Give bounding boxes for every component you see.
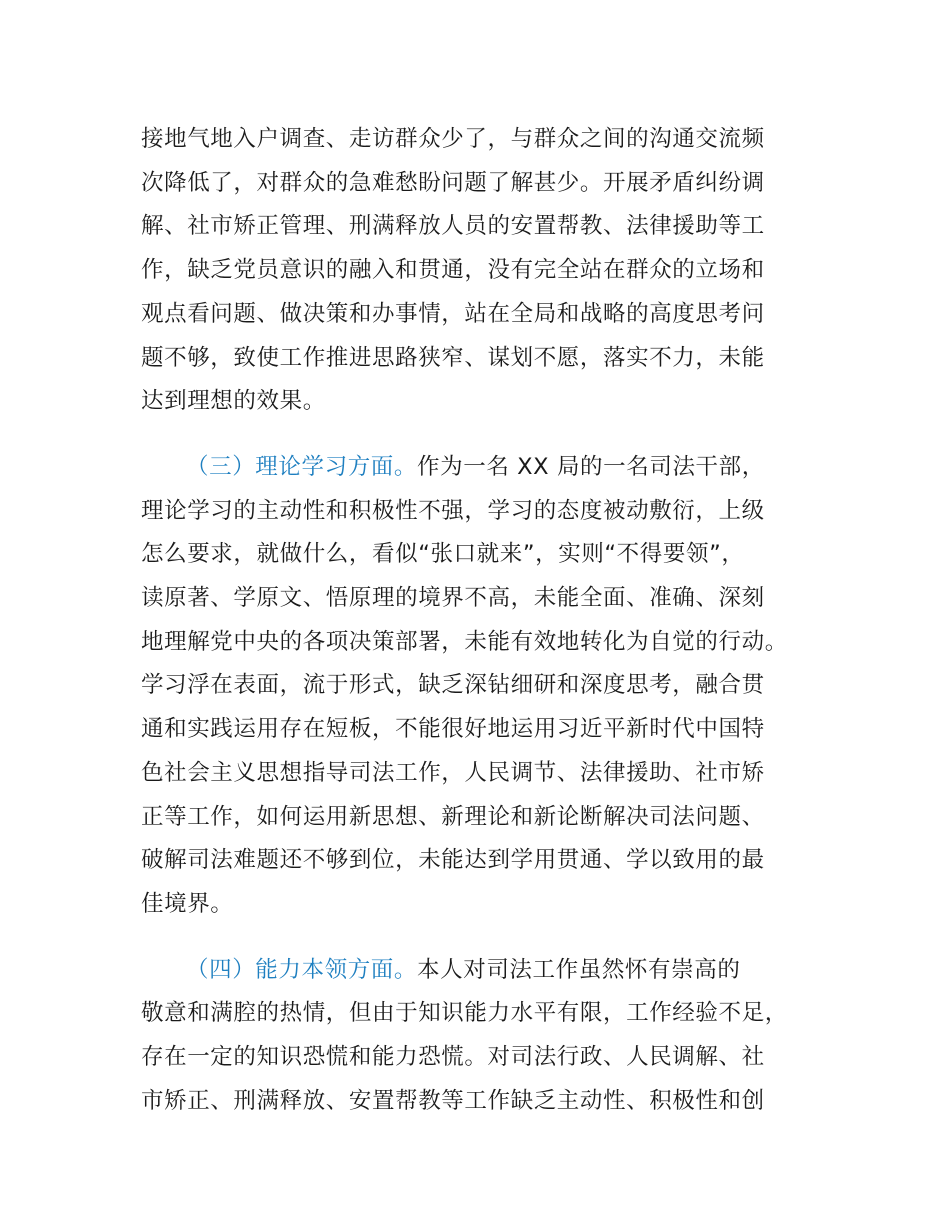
text-line: 通和实践运用存在短板，不能很好地运用习近平新时代中国特 xyxy=(141,716,765,743)
text-run: 作为一名 XX 局的一名司法干部， xyxy=(417,453,765,480)
text-line: 色社会主义思想指导司法工作，人民调节、法律援助、社市矫 xyxy=(141,759,765,786)
text-line-first xyxy=(141,446,821,490)
text-line: 存在一定的知识恐慌和能力恐慌。对司法行政、人民调解、社 xyxy=(141,1044,765,1071)
paragraph-theory-study xyxy=(141,446,821,927)
section-heading-theory-study: （三）理论学习方面。 xyxy=(186,453,418,480)
text-line: 作，缺乏党员意识的融入和贯通，没有完全站在群众的立场和 xyxy=(141,257,765,284)
text-line: 佳境界。 xyxy=(141,890,234,917)
text-line: 正等工作，如何运用新思想、新理论和新论断解决司法问题、 xyxy=(141,803,765,830)
text-line-first xyxy=(141,949,821,993)
paragraph-ability xyxy=(141,949,821,1124)
text-line: 怎么要求，就做什么，看似“张口就来”，实则“不得要领”， xyxy=(141,541,745,568)
section-heading-ability: （四）能力本领方面。 xyxy=(186,956,418,983)
document-body xyxy=(141,118,821,1123)
text-line: 次降低了，对群众的急难愁盼问题了解甚少。开展矛盾纠纷调 xyxy=(141,169,765,196)
text-line: 题不够，致使工作推进思路狭窄、谋划不愿，落实不力，未能 xyxy=(141,344,765,371)
text-line: 市矫正、刑满释放、安置帮教等工作缺乏主动性、积极性和创 xyxy=(141,1087,765,1114)
text-run: 本人对司法工作虽然怀有崇高的 xyxy=(417,956,741,983)
text-line: 破解司法难题还不够到位，未能达到学用贯通、学以致用的最 xyxy=(141,847,765,874)
text-line: 学习浮在表面，流于形式，缺乏深钻细研和深度思考，融合贯 xyxy=(141,672,765,699)
text-line: 观点看问题、做决策和办事情，站在全局和战略的高度思考问 xyxy=(141,300,765,327)
text-line: 解、社市矫正管理、刑满释放人员的安置帮教、法律援助等工 xyxy=(141,213,765,240)
paragraph-continuation xyxy=(141,118,821,424)
text-line: 读原著、学原文、悟原理的境界不高，未能全面、准确、深刻 xyxy=(141,585,765,612)
text-line: 地理解党中央的各项决策部署，未能有效地转化为自觉的行动。 xyxy=(141,628,788,655)
text-line: 理论学习的主动性和积极性不强，学习的态度被动敷衍，上级 xyxy=(141,497,765,524)
text-line: 接地气地入户调查、走访群众少了，与群众之间的沟通交流频 xyxy=(141,126,765,152)
text-line: 敬意和满腔的热情，但由于知识能力水平有限，工作经验不足， xyxy=(141,1000,788,1027)
text-line: 达到理想的效果。 xyxy=(141,388,326,415)
